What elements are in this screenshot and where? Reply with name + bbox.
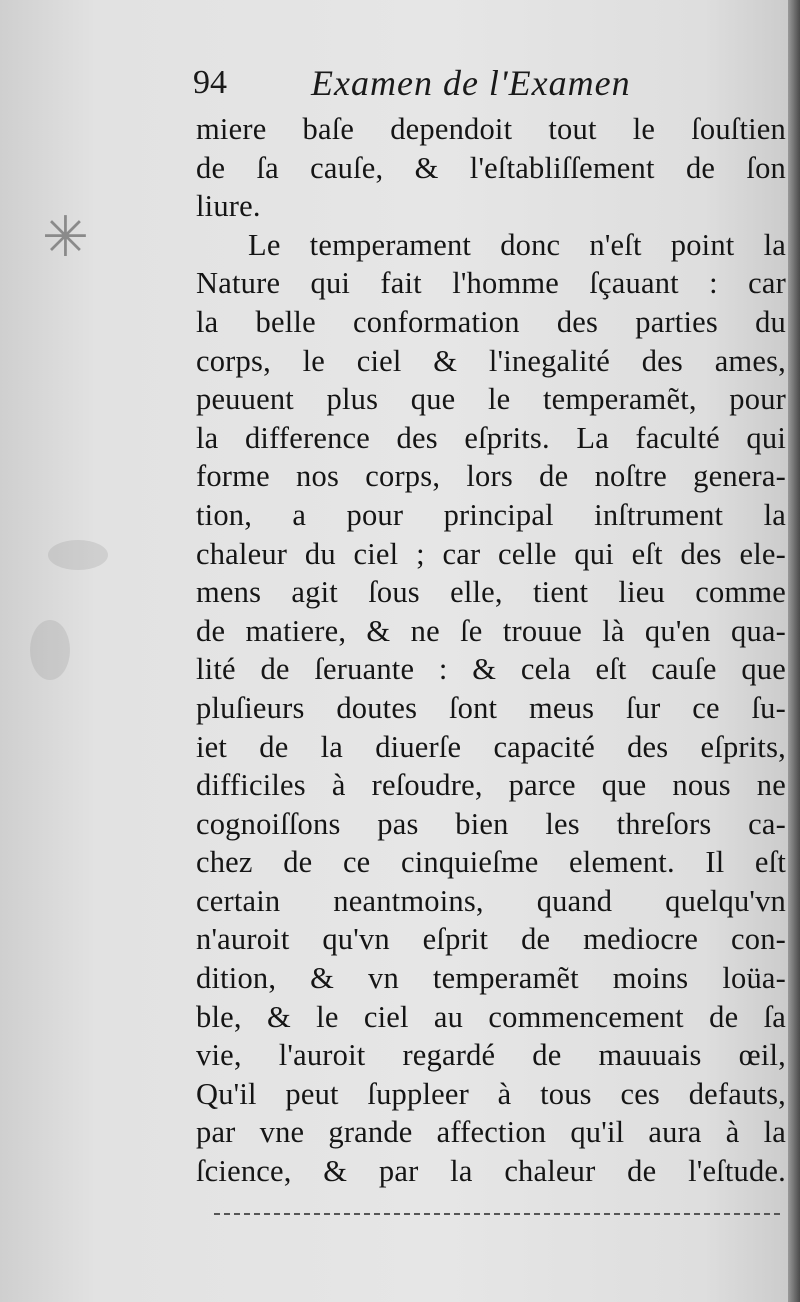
- text-line: vie, l'auroit regardé de mauuais œil,: [196, 1038, 786, 1073]
- text-line: Qu'il peut ſuppleer à tous ces defauts,: [196, 1076, 786, 1111]
- text-line: forme nos corps, lors de noſtre genera-: [196, 459, 786, 494]
- paper-stain: [30, 620, 70, 680]
- text-line: certain neantmoins, quand quelqu'vn: [196, 883, 786, 918]
- text-line: par vne grande affection qu'il aura à la: [196, 1115, 786, 1150]
- running-title: Examen de l'Examen: [311, 63, 631, 103]
- text-line: peuuent plus que le temperamẽt, pour: [196, 382, 786, 417]
- text-line: Nature qui fait l'homme ſçauant : car: [196, 266, 786, 301]
- text-line: liure.: [196, 189, 261, 224]
- running-header: [193, 58, 673, 108]
- text-line: de matiere, & ne ſe trouue là qu'en qua-: [196, 613, 786, 648]
- text-line: pluſieurs doutes ſont meus ſur ce ſu-: [196, 690, 786, 725]
- text-line: chaleur du ciel ; car celle qui eſt des ele-: [196, 536, 786, 571]
- text-line: dition, & vn temperamẽt moins loüa-: [196, 961, 786, 996]
- text-line: cognoiſſons pas bien les threſors ca-: [196, 806, 786, 841]
- body-text: [196, 110, 786, 1191]
- text-line: miere baſe dependoit tout le ſouſtien: [196, 112, 786, 146]
- text-line: tion, a pour principal inſtrument la: [196, 497, 786, 532]
- margin-star-mark: ✳: [42, 205, 89, 270]
- text-line: n'auroit qu'vn eſprit de mediocre con-: [196, 922, 786, 957]
- text-line: la difference des eſprits. La faculté qui: [196, 420, 786, 455]
- text-line: la belle conformation des parties du: [196, 304, 786, 339]
- text-line: chez de ce cinquieſme element. Il eſt: [196, 845, 786, 880]
- text-line: lité de ſeruante : & cela eſt cauſe que: [196, 652, 786, 687]
- page-number: 94: [193, 64, 227, 101]
- text-line: ſcience, & par la chaleur de l'eſtude.: [196, 1154, 786, 1189]
- text-line: iet de la diuerſe capacité des eſprits,: [196, 729, 786, 764]
- text-line: mens agit ſous elle, tient lieu comme: [196, 575, 786, 610]
- bottom-rule: [214, 1213, 780, 1215]
- paper-stain: [48, 540, 108, 570]
- text-line: ble, & le ciel au commencement de ſa: [196, 999, 786, 1034]
- page-edge-shadow: [788, 0, 800, 1302]
- text-line: Le temperament donc n'eſt point la: [248, 227, 786, 262]
- text-line: de ſa cauſe, & l'eſtabliſſement de ſon: [196, 150, 786, 185]
- text-line: corps, le ciel & l'inegalité des ames,: [196, 343, 786, 378]
- text-line: difficiles à reſoudre, parce que nous ne: [196, 768, 786, 803]
